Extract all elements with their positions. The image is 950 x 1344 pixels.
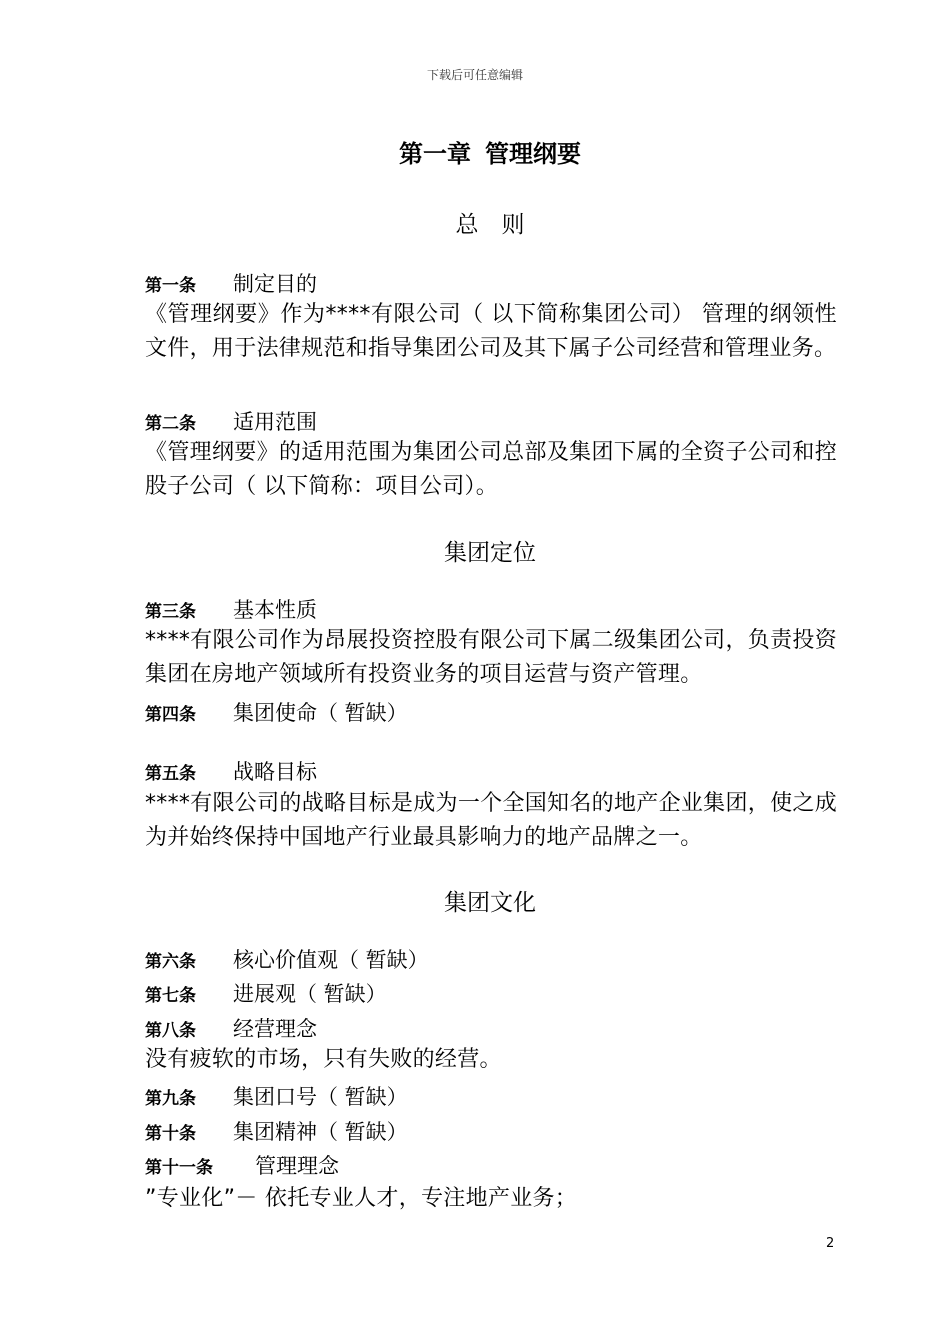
- article-heading-9: [145, 1081, 408, 1111]
- chapter-title: 管理纲要: [485, 140, 581, 168]
- article-title: 经营理念: [233, 1017, 317, 1041]
- article-heading-10: [145, 1116, 408, 1146]
- article-heading-3: [145, 594, 317, 624]
- article-number: 第七条: [145, 986, 196, 1006]
- article-title: 战略目标: [233, 760, 317, 784]
- article-number: 第六条: [145, 952, 196, 972]
- article-heading-4: [145, 697, 408, 727]
- article-title: 制定目的: [233, 272, 317, 296]
- article-number: 第一条: [145, 276, 196, 296]
- section-heading-general: 总 则: [455, 212, 525, 238]
- article-body-2: 《管理纲要》的适用范围为集团公司总部及集团下属的全资子公司和控股子公司（ 以下简称：项目公司）。: [145, 440, 837, 499]
- article-title: 进展观（ 暂缺）: [233, 982, 387, 1006]
- article-heading-7: [145, 978, 387, 1008]
- chapter-number: 第一章: [399, 140, 471, 168]
- article-number: 第十条: [145, 1124, 196, 1144]
- page-header: 下载后可任意编辑: [426, 68, 523, 82]
- article-number: 第十一条: [145, 1158, 213, 1178]
- article-number: 第五条: [145, 764, 196, 784]
- article-body-5: ****有限公司的战略目标是成为一个全国知名的地产企业集团，使之成为并始终保持中国地产行业最具影响力的地产品牌之一。: [145, 791, 837, 850]
- section-heading-culture: 集团文化: [444, 890, 536, 916]
- chapter-heading: [0, 134, 950, 169]
- article-title: 集团使命（ 暂缺）: [233, 701, 408, 725]
- article-heading-8: [145, 1013, 317, 1043]
- article-body-11: ”专业化”－ 依托专业人才，专注地产业务；: [145, 1186, 578, 1211]
- section-heading-positioning: 集团定位: [444, 540, 536, 566]
- article-number: 第三条: [145, 602, 196, 622]
- article-title: 集团口号（ 暂缺）: [233, 1085, 408, 1109]
- article-title: 管理理念: [255, 1154, 339, 1178]
- article-body-1: 《管理纲要》作为****有限公司（ 以下简称集团公司） 管理的纲领性文件，用于法律规范和指导集团公司及其下属子公司经营和管理业务。: [145, 302, 837, 361]
- article-body-8: 没有疲软的市场，只有失败的经营。: [145, 1047, 502, 1072]
- article-title: 核心价值观（ 暂缺）: [233, 948, 429, 972]
- article-number: 第八条: [145, 1021, 196, 1041]
- article-heading-5: [145, 756, 317, 786]
- page-number: 2: [826, 1236, 835, 1251]
- article-body-3: ****有限公司作为昂展投资控股有限公司下属二级集团公司，负责投资集团在房地产领域所有投资业务的项目运营与资产管理。: [145, 628, 837, 687]
- article-title: 基本性质: [233, 598, 317, 622]
- article-heading-1: [145, 268, 317, 298]
- article-title: 集团精神（ 暂缺）: [233, 1120, 408, 1144]
- article-heading-11: [145, 1150, 339, 1180]
- article-title: 适用范围: [233, 410, 317, 434]
- article-number: 第二条: [145, 414, 196, 434]
- article-heading-6: [145, 944, 429, 974]
- article-number: 第四条: [145, 705, 196, 725]
- article-heading-2: [145, 406, 317, 436]
- article-number: 第九条: [145, 1089, 196, 1109]
